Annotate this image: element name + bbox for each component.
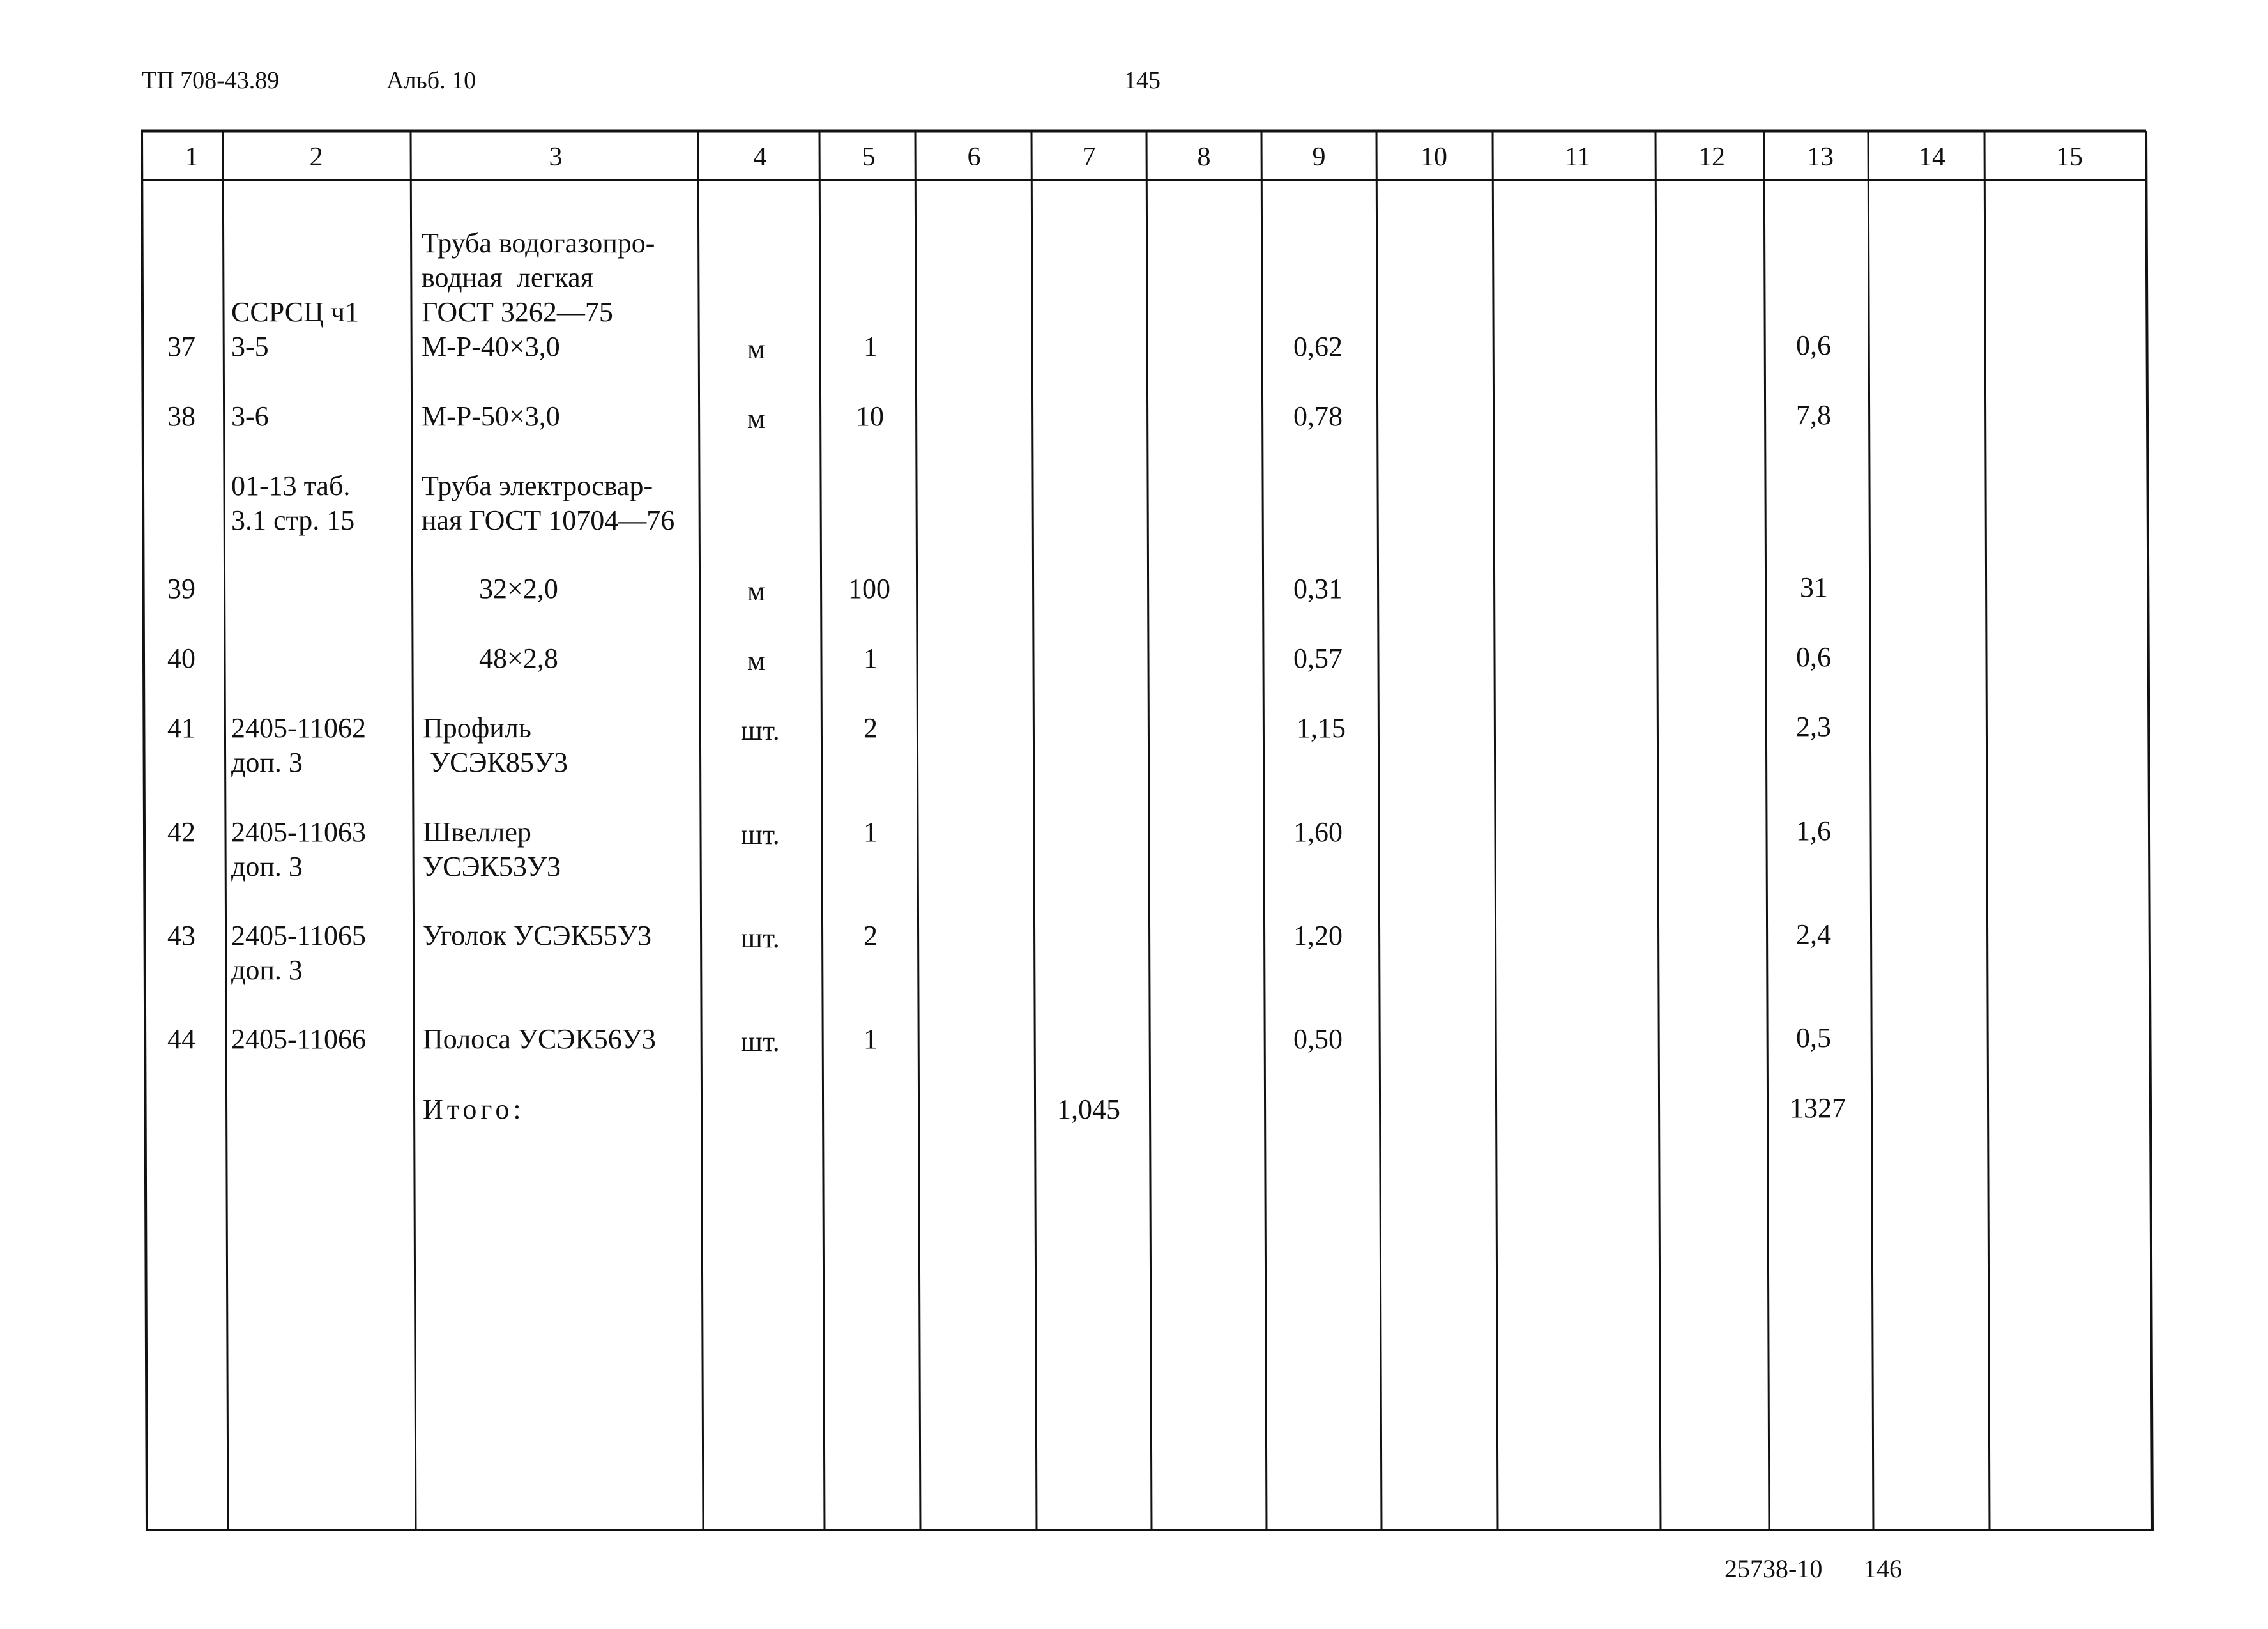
row-col9: 1,15 <box>1297 712 1346 744</box>
column-header: 9 <box>1312 142 1326 172</box>
row-reference: 2405-11066 <box>231 1023 367 1055</box>
row-number: 40 <box>167 643 195 674</box>
row-reference: 3-6 <box>231 401 269 432</box>
row-name: М-Р-50×3,0 <box>422 401 560 432</box>
album-number: Альб. 10 <box>386 67 476 94</box>
row-number: 39 <box>167 573 195 604</box>
row-name: 32×2,0 <box>479 573 558 604</box>
row-name: Уголок УСЭК55У3 <box>423 920 652 951</box>
row-col9: 0,50 <box>1293 1023 1343 1055</box>
row-number: 37 <box>167 331 195 362</box>
row-number: 38 <box>167 401 195 432</box>
row-unit: шт. <box>741 922 780 954</box>
row-col13: 2,3 <box>1796 711 1831 742</box>
row-unit: шт. <box>741 1026 780 1057</box>
column-header: 7 <box>1082 142 1096 172</box>
column-header: 11 <box>1564 142 1591 172</box>
row-unit: м <box>747 333 765 365</box>
row-col9: 0,57 <box>1293 643 1343 674</box>
row-name: Полоса УСЭК56У3 <box>423 1023 656 1055</box>
row-col13: 0,6 <box>1796 330 1831 361</box>
row-quantity: 2 <box>864 712 878 744</box>
column-header: 10 <box>1420 142 1447 172</box>
total-col7: 1,045 <box>1057 1094 1120 1125</box>
row-unit: м <box>747 645 765 677</box>
page-number: 145 <box>1124 67 1161 94</box>
row-number: 43 <box>167 920 195 951</box>
row-name: Профиль УСЭК85У3 <box>423 712 568 778</box>
column-header: 5 <box>862 142 876 172</box>
row-quantity: 100 <box>848 573 890 604</box>
section-heading: Труба водогазопро- водная легкая ГОСТ 3262—75 <box>422 227 655 328</box>
document-code: ТП 708-43.89 <box>142 67 280 94</box>
row-name: Швеллер УСЭК53У3 <box>423 816 561 882</box>
column-header: 2 <box>309 142 323 172</box>
total-label: Итого: <box>423 1094 525 1125</box>
row-col9: 1,20 <box>1293 920 1343 951</box>
row-number: 41 <box>167 712 195 744</box>
row-unit: шт. <box>741 715 780 746</box>
row-number: 44 <box>167 1023 195 1055</box>
row-col13: 0,6 <box>1796 641 1831 673</box>
column-header: 15 <box>2056 142 2083 172</box>
column-header: 12 <box>1698 142 1725 172</box>
footer-page-number: 146 <box>1864 1554 1902 1583</box>
column-header: 6 <box>967 142 981 172</box>
row-reference: ССРСЦ ч1 3-5 <box>231 296 359 362</box>
row-unit: м <box>747 403 765 434</box>
row-number: 42 <box>167 816 195 848</box>
row-quantity: 1 <box>864 1023 878 1055</box>
row-col13: 1,6 <box>1796 815 1831 846</box>
row-reference: 2405-11062 доп. 3 <box>231 712 367 778</box>
row-quantity: 10 <box>856 401 884 432</box>
row-col9: 1,60 <box>1293 816 1343 848</box>
column-header: 3 <box>549 142 563 172</box>
row-unit: м <box>747 576 765 607</box>
row-name: 48×2,8 <box>479 643 558 674</box>
row-col9: 0,31 <box>1293 573 1343 604</box>
row-reference: 2405-11065 доп. 3 <box>231 920 367 986</box>
row-col13: 31 <box>1800 572 1828 603</box>
footer-code: 25738-10 <box>1724 1554 1823 1583</box>
row-col13: 2,4 <box>1796 919 1831 950</box>
row-unit: шт. <box>741 819 780 850</box>
total-col13: 1327 <box>1790 1092 1846 1124</box>
row-quantity: 2 <box>864 920 878 951</box>
row-reference: 2405-11063 доп. 3 <box>231 816 367 882</box>
row-col9: 0,62 <box>1293 331 1343 362</box>
column-header: 1 <box>185 142 199 172</box>
column-header: 8 <box>1197 142 1211 172</box>
row-reference: 01-13 таб. 3.1 стр. 15 <box>231 470 355 536</box>
row-name: М-Р-40×3,0 <box>422 331 560 362</box>
row-col13: 7,8 <box>1796 399 1831 431</box>
row-col13: 0,5 <box>1796 1022 1831 1053</box>
column-header: 13 <box>1807 142 1834 172</box>
column-header: 4 <box>753 142 767 172</box>
row-quantity: 1 <box>864 331 878 362</box>
section-heading: Труба электросвар- ная ГОСТ 10704—76 <box>422 470 675 536</box>
row-quantity: 1 <box>864 816 878 848</box>
column-header: 14 <box>1919 142 1945 172</box>
row-col9: 0,78 <box>1293 401 1343 432</box>
row-quantity: 1 <box>864 643 878 674</box>
